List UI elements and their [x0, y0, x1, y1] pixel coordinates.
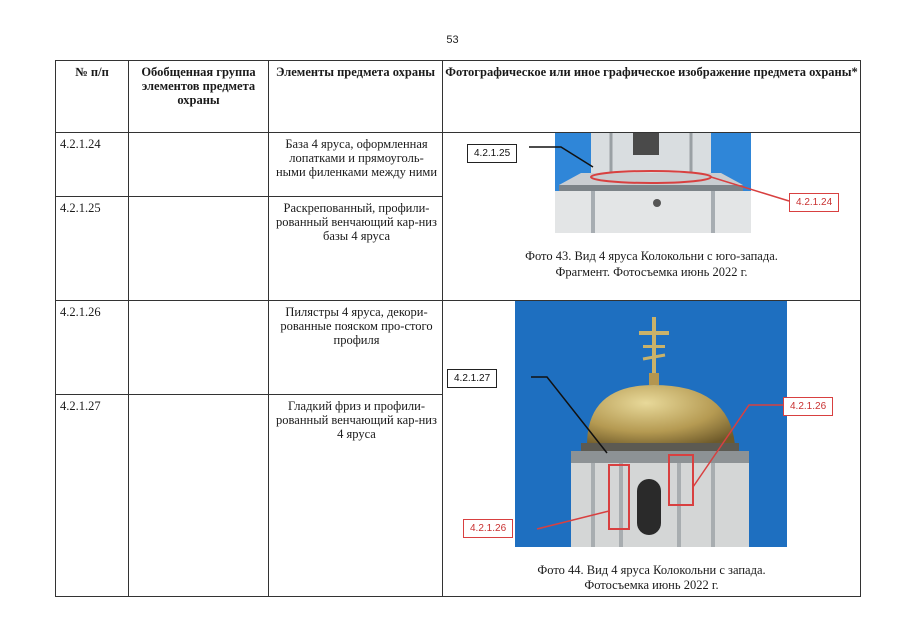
- row-num: 4.2.1.25: [56, 197, 129, 301]
- photo-43-label-red: 4.2.1.24: [789, 193, 839, 212]
- row-element: Гладкий фриз и профили-рованный венчающий кар-низ 4 яруса: [269, 395, 443, 597]
- row-num: 4.2.1.27: [56, 395, 129, 597]
- row-group: [129, 133, 269, 197]
- table-row: [56, 133, 861, 197]
- table-row: [56, 301, 861, 395]
- photo-44-caption-line2: Фотосъемка июнь 2022 г.: [584, 578, 719, 592]
- row-group: [129, 395, 269, 597]
- photo-43-label-black: 4.2.1.25: [467, 144, 517, 163]
- header-group: Обобщенная группа элементов предмета охраны: [129, 61, 269, 133]
- photo-44-caption-line1: Фото 44. Вид 4 яруса Колокольни с запада.: [537, 563, 766, 577]
- photo-43-caption-line2: Фрагмент. Фотосъемка июнь 2022 г.: [555, 265, 748, 279]
- photo-cell-43: [443, 133, 861, 301]
- row-group: [129, 301, 269, 395]
- header-photo: Фотографическое или иное графическое изображение предмета охраны*: [443, 61, 861, 133]
- protection-elements-table: [55, 60, 861, 597]
- table-header-row: [56, 61, 861, 133]
- page-number: 53: [446, 34, 459, 46]
- photo-cell-44: [443, 301, 861, 597]
- photo-44-label-red-bottom: 4.2.1.26: [463, 519, 513, 538]
- row-num: 4.2.1.26: [56, 301, 129, 395]
- row-element: Пилястры 4 яруса, декори-рованные пояском про-стого профиля: [269, 301, 443, 395]
- photo-44-image: [443, 301, 861, 597]
- photo-44-label-red-top: 4.2.1.26: [783, 397, 833, 416]
- photo-44-label-black: 4.2.1.27: [447, 369, 497, 388]
- header-num: № п/п: [56, 61, 129, 133]
- photo-43-caption-line1: Фото 43. Вид 4 яруса Колокольни с юго-запада.: [525, 249, 778, 263]
- row-element: База 4 яруса, оформленная лопатками и прямоуголь-ными филенками между ними: [269, 133, 443, 197]
- header-elements: Элементы предмета охраны: [269, 61, 443, 133]
- row-element: Раскрепованный, профили-рованный венчающий кар-низ базы 4 яруса: [269, 197, 443, 301]
- row-num: 4.2.1.24: [56, 133, 129, 197]
- row-group: [129, 197, 269, 301]
